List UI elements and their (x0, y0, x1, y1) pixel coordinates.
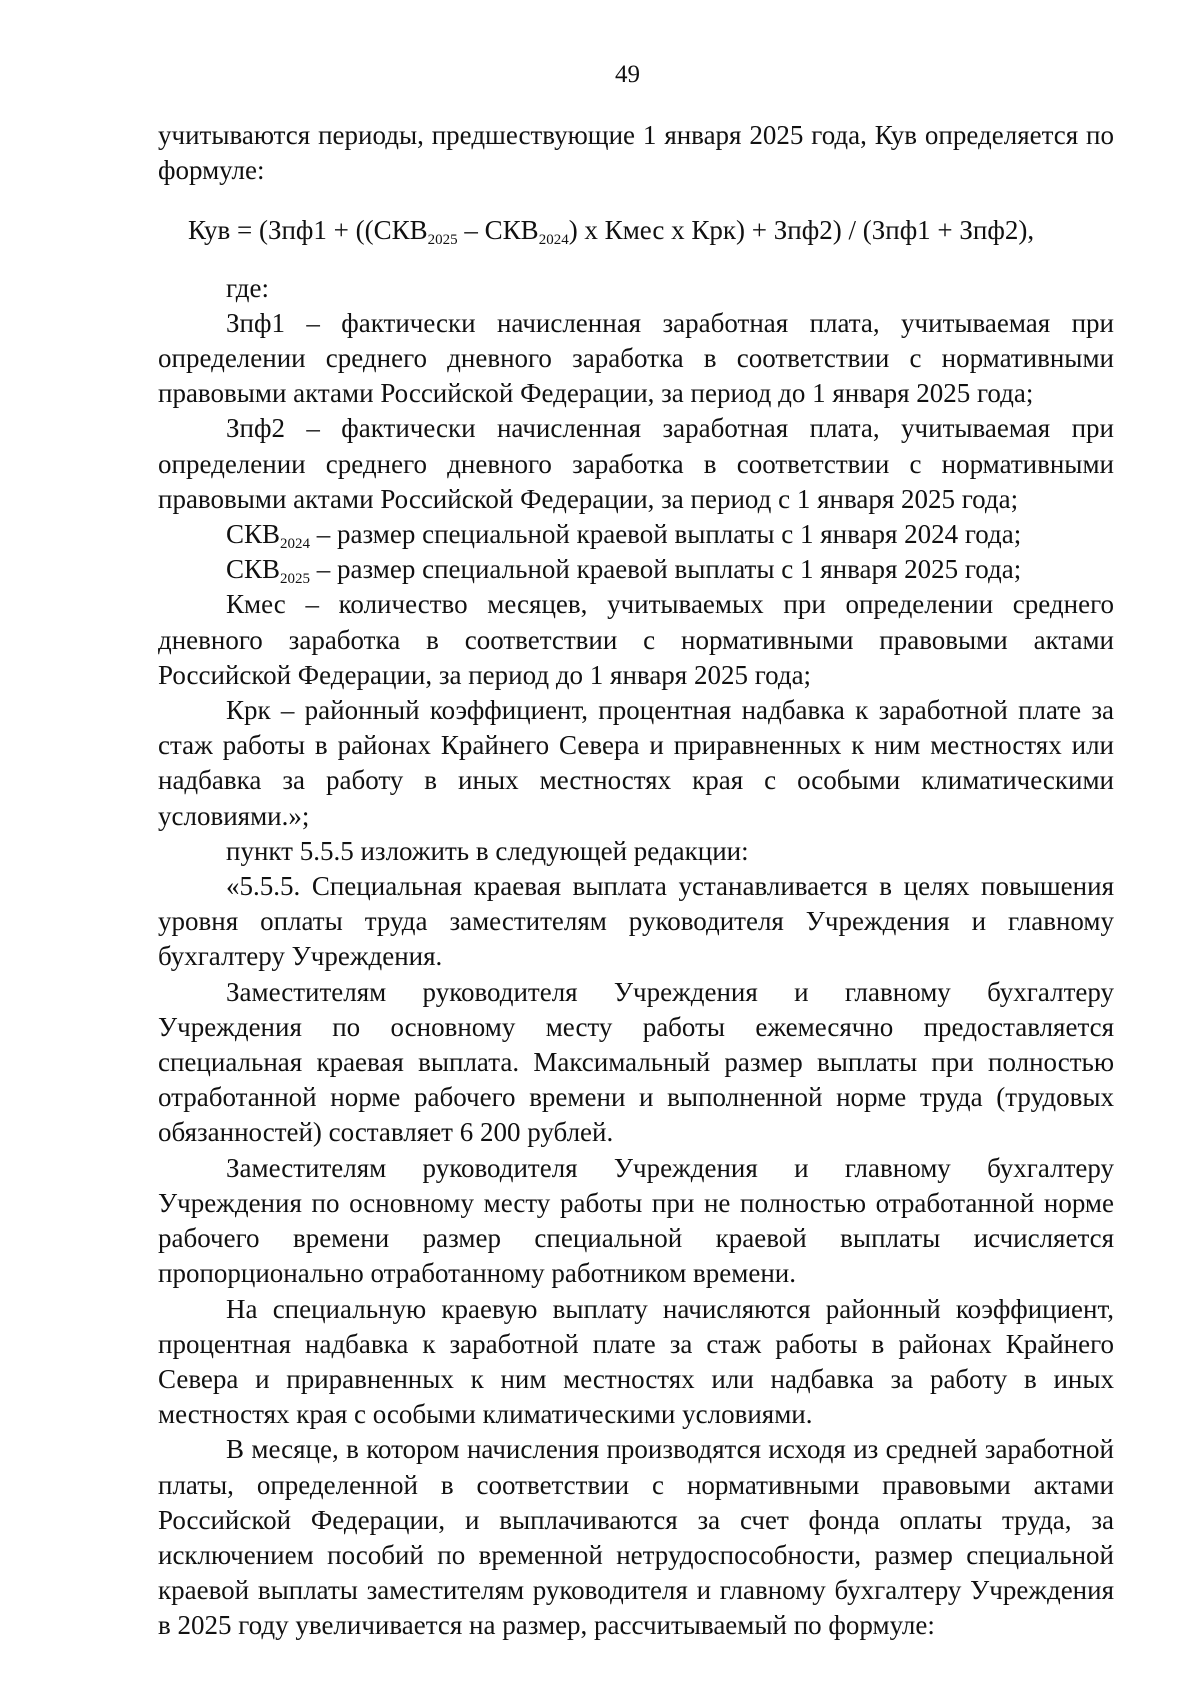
where-label: где: (226, 272, 269, 303)
definition-skv2024 (158, 517, 1114, 552)
formula-part-2: – СКВ (457, 215, 539, 246)
definition-krk: Крк – районный коэффициент, процентная надбавка к заработной плате за стаж работы в районах Крайнего Севера и приравненных к ним местностях или надбавка за работу в иных местностях края с особыми климатическими условиями.»; (158, 695, 1114, 831)
paragraph-deputies-monthly: Заместителям руководителя Учреждения и главному бухгалтеру Учреждения по основному месту работы ежемесячно предоставляется специальная краевая выплата. Максимальный размер выплаты при полностью отработанной норме рабочего времени и выполненной норме труда (трудовых обязанностей) составляет 6 200 рублей. (158, 976, 1114, 1148)
definition-skv2025 (158, 552, 1114, 587)
clause-5-5-5: «5.5.5. Специальная краевая выплата устанавливается в целях повышения уровня оплаты труда заместителям руководителя Учреждения и главному бухгалтеру Учреждения. (158, 871, 1114, 972)
amendment-instruction: пункт 5.5.5 изложить в следующей редакции: (226, 835, 749, 866)
paragraph-regional-coefficient: На специальную краевую выплату начисляются районный коэффициент, процентная надбавка к заработной плате за стаж работы в районах Крайнего Севера и приравненных к ним местностях или надбавка за работу в иных местностях края с особыми климатическими условиями. (158, 1293, 1114, 1430)
page-number: 49 (615, 61, 640, 88)
document-body (158, 118, 1114, 1644)
formula-part-3: ) х Кмес х Крк) + Зпф2) / (Зпф1 + Зпф2), (568, 215, 1035, 246)
formula-subscript-2024: 2024 (538, 232, 569, 249)
definition-kmes: Кмес – количество месяцев, учитываемых при определении среднего дневного заработка в соответствии с нормативными правовыми актами Российской Федерации, за период до 1 января 2025 года; (158, 589, 1114, 690)
intro-paragraph: учитываются периоды, предшествующие 1 января 2025 года, Кув определяется по формуле: (158, 120, 1114, 186)
skv2024-name: СКВ (226, 519, 281, 550)
skv2025-subscript: 2025 (280, 571, 311, 588)
definition-zpf2: Зпф2 – фактически начисленная заработная плата, учитываемая при определении среднего дневного заработка в соответствии с нормативными правовыми актами Российской Федерации, за период с 1 января 2025 года; (158, 413, 1114, 514)
skv2025-text: – размер специальной краевой выплаты с 1 января 2025 года; (310, 554, 1022, 585)
skv2024-subscript: 2024 (280, 536, 311, 553)
definition-zpf1: Зпф1 – фактически начисленная заработная плата, учитываемая при определении среднего дневного заработка в соответствии с нормативными правовыми актами Российской Федерации, за период до 1 января 2025 года; (158, 307, 1114, 409)
kuv-formula (158, 213, 1114, 248)
skv2024-text: – размер специальной краевой выплаты с 1 января 2024 года; (310, 519, 1022, 550)
paragraph-month-calculation: В месяце, в котором начисления производятся исходя из средней заработной платы, определенной в соответствии с нормативными правовыми актами Российской Федерации, и выплачиваются за счет фонда оплаты труда, за исключением пособий по временной нетрудоспособности, размер специальной краевой выплаты заместителям руководителя и главному бухгалтеру Учреждения в 2025 году увеличивается на размер, рассчитываемый по формуле: (158, 1434, 1114, 1641)
paragraph-deputies-proportional: Заместителям руководителя Учреждения и главному бухгалтеру Учреждения по основному месту работы при не полностью отработанной норме рабочего времени размер специальной краевой выплаты исчисляется пропорционально отработанному работником времени. (158, 1152, 1114, 1289)
formula-part-1: Кув = (Зпф1 + ((СКВ (188, 215, 428, 246)
formula-subscript-2025: 2025 (427, 232, 458, 249)
skv2025-name: СКВ (226, 554, 281, 585)
